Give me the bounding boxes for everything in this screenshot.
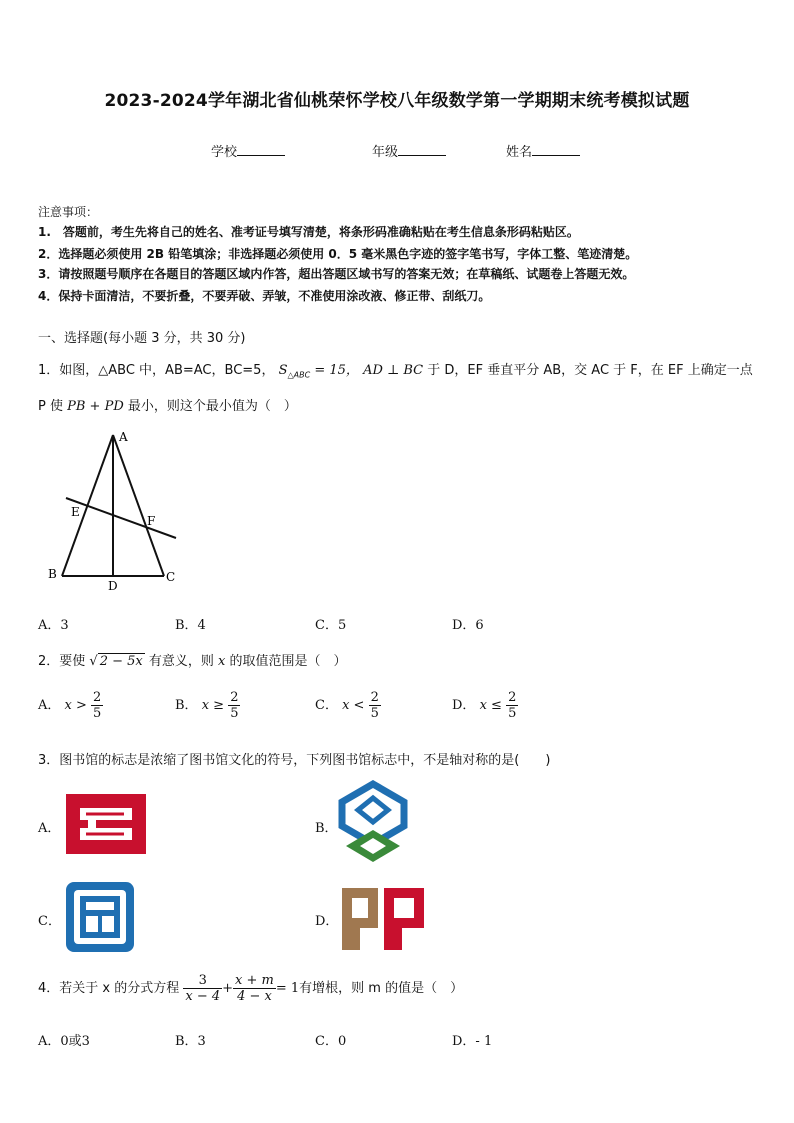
q1-label-A: A <box>119 430 128 444</box>
q4-f1-den: x − 4 <box>185 989 221 1004</box>
q2-text-b: 有意义，则 <box>144 654 218 669</box>
q1-option-b[interactable]: B．4 <box>175 618 206 633</box>
q1-triangle-figure <box>40 428 190 598</box>
name-field <box>506 141 580 160</box>
q1-area-value: = 15， <box>314 363 359 378</box>
q4-fraction-2 <box>233 973 276 1004</box>
q3-logo-a[interactable] <box>62 790 150 858</box>
q2-option-b-den: 5 <box>230 706 239 721</box>
q2-option-a-lhs: x > <box>64 698 87 713</box>
q3-stem: 3．图书馆的标志是浓缩了图书馆文化的符号，下列图书馆标志中，不是轴对称的是( ) <box>38 753 551 768</box>
q2-option-c-letter: C． <box>315 698 338 713</box>
q4-fraction-1 <box>183 973 222 1004</box>
notice-heading: 注意事项： <box>38 205 99 219</box>
school-label: 学校 <box>211 145 238 160</box>
grade-label: 年级 <box>372 145 399 160</box>
q1-label-C: C <box>166 570 176 584</box>
q4-option-a[interactable]: A．0或3 <box>38 1034 90 1049</box>
notice-item-1: 1. 答题前，考生先将自己的姓名、准考证号填写清楚，将条形码准确粘贴在考生信息条形码粘贴区。 <box>38 225 579 239</box>
q1-text-c: P 使 <box>38 399 68 414</box>
q2-option-d-letter: D． <box>452 698 476 713</box>
q2-stem <box>38 650 346 669</box>
q1-area-symbol: S <box>278 363 288 378</box>
q3-option-d-label[interactable]: D． <box>315 914 339 929</box>
q1-label-B: B <box>48 567 57 581</box>
school-field <box>211 141 285 160</box>
q4-option-c[interactable]: C．0 <box>315 1034 347 1049</box>
q4-f2-num: x + m <box>235 973 274 988</box>
q2-option-a[interactable] <box>38 690 103 721</box>
q4-f1-num: 3 <box>183 973 222 989</box>
q4-text-b: 有增根，则 m 的值是（ ） <box>299 981 464 996</box>
q1-option-d[interactable]: D．6 <box>452 618 484 633</box>
q2-option-c-den: 5 <box>370 706 379 721</box>
q1-option-a[interactable]: A．3 <box>38 618 69 633</box>
q1-expression: PB + PD <box>67 399 124 414</box>
q2-option-d-fraction <box>506 690 518 721</box>
notice-item-3: 3．请按照题号顺序在各题目的答题区域内作答，超出答题区域书写的答案无效；在草稿纸、试题卷上答题无效。 <box>38 267 635 281</box>
q2-sqrt-sign: √ <box>89 654 98 669</box>
q1-label-E: E <box>71 505 80 519</box>
q2-option-a-num: 2 <box>93 690 102 705</box>
page-title: 2023-2024学年湖北省仙桃荣怀学校八年级数学第一学期期末统考模拟试题 <box>104 91 690 111</box>
q2-option-b-letter: B． <box>175 698 198 713</box>
school-blank[interactable] <box>237 143 285 156</box>
q1-text-d: 最小，则这个最小值为（ ） <box>123 399 297 414</box>
q2-option-d-den: 5 <box>508 706 517 721</box>
q2-radicand: 2 − 5x <box>99 654 143 669</box>
q2-option-c-lhs: x < <box>342 698 365 713</box>
q2-option-b-num: 2 <box>230 690 239 705</box>
q1-option-c[interactable]: C．5 <box>315 618 347 633</box>
q2-option-c-fraction <box>369 690 381 721</box>
q2-option-c-num: 2 <box>370 690 379 705</box>
name-label: 姓名 <box>506 145 533 160</box>
q3-option-c-label[interactable]: C． <box>38 914 61 929</box>
q1-area-subscript: △ABC <box>287 370 311 380</box>
q4-option-b[interactable]: B．3 <box>175 1034 206 1049</box>
q4-plus: + <box>222 981 234 996</box>
q4-equals: = 1 <box>275 981 300 996</box>
notice-item-2: 2．选择题必须使用 2B 铅笔填涂；非选择题必须使用 0．5 毫米黑色字迹的签字笔书写，字体工整、笔迹清楚。 <box>38 247 638 261</box>
q4-option-d[interactable]: D．- 1 <box>452 1034 493 1049</box>
q2-option-b[interactable] <box>175 690 240 721</box>
name-blank[interactable] <box>532 143 580 156</box>
q2-text-a: 2．要使 <box>38 654 90 669</box>
q2-variable: x <box>218 654 226 669</box>
q2-option-d-num: 2 <box>508 690 517 705</box>
q1-perpendicular: AD ⊥ BC <box>363 363 424 378</box>
grade-blank[interactable] <box>398 143 446 156</box>
q1-text-a: 1．如图，△ABC 中，AB=AC，BC=5， <box>38 363 275 378</box>
q3-logo-d[interactable] <box>338 880 428 954</box>
q1-stem-line1 <box>38 359 753 380</box>
q4-text-a: 4．若关于 x 的分式方程 <box>38 981 180 996</box>
grade-field <box>372 141 446 160</box>
q2-text-c: 的取值范围是（ ） <box>225 654 347 669</box>
q3-option-b-label[interactable]: B． <box>315 821 338 836</box>
q4-stem <box>38 973 463 1004</box>
q2-option-a-fraction <box>91 690 103 721</box>
notice-item-4: 4．保持卡面清洁，不要折叠，不要弄破、弄皱，不准使用涂改液、修正带、刮纸刀。 <box>38 289 491 303</box>
q1-label-F: F <box>147 514 156 528</box>
q2-option-b-lhs: x ≥ <box>201 698 225 713</box>
q3-logo-c[interactable] <box>62 878 138 956</box>
q2-option-d[interactable] <box>452 690 518 721</box>
q3-option-a-label[interactable]: A． <box>38 821 61 836</box>
q2-option-a-letter: A． <box>38 698 61 713</box>
q2-option-c[interactable] <box>315 690 381 721</box>
q2-option-d-lhs: x ≤ <box>479 698 502 713</box>
q2-option-b-fraction <box>228 690 240 721</box>
section-heading: 一、选择题(每小题 3 分，共 30 分) <box>38 331 246 346</box>
q1-text-b: 于 D，EF 垂直平分 AB，交 AC 于 F，在 EF 上确定一点 <box>423 363 753 378</box>
q2-option-a-den: 5 <box>93 706 102 721</box>
q1-stem-line2 <box>38 395 297 414</box>
q3-logo-b[interactable] <box>338 780 408 866</box>
q4-f2-den: 4 − x <box>237 989 272 1004</box>
q1-label-D: D <box>108 579 118 593</box>
